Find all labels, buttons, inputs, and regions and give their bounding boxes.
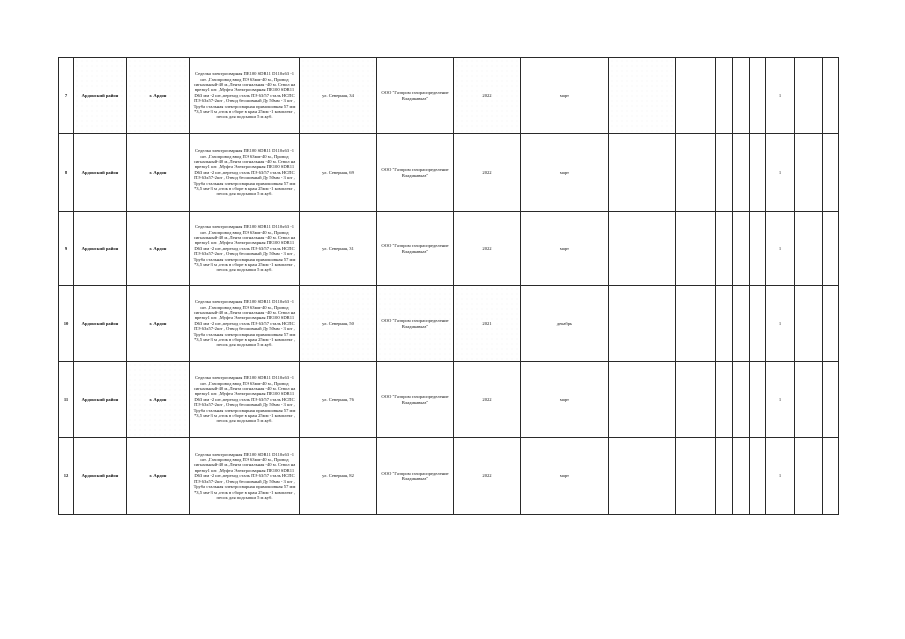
empty-cell: [823, 58, 839, 134]
empty-cell: [676, 134, 716, 212]
organization-cell: ООО "Газпром газораспределение Владикавказ": [377, 212, 454, 286]
district-cell: Ардонский район: [74, 438, 127, 515]
city-cell: г. Ардон: [127, 438, 190, 515]
organization-cell: ООО "Газпром газораспределение Владикавказ": [377, 58, 454, 134]
district-cell: Ардонский район: [74, 58, 127, 134]
address-cell: ул. Северная, 69: [300, 134, 377, 212]
city-cell: г. Ардон: [127, 58, 190, 134]
materials-description: Седелка электросварная ПЕ100 SDR11 D110x63 -1 шт. ,Газопровод ввод ПЭ 63мм-40 м., Провод сигнальный-40 м.,Лента сигнальная -40 м. Ствол на врезку1 шт. ,Муфта Электросварная ПЕ100 SDR11 D63 мм -2 шт.,переход сталь ПЭ 63/57 сталь НСПС ПЭ 63x57-2шт , Отвод бесшовный Ду 50мм - 3 шт , Труба стальная электросварная прямошовная 57 мм *3,5 мм-3 м ,оток в сборе в кран 25мм -1 комплект , песок для подсыпки 5 м.куб.: [190, 134, 300, 212]
address-cell: ул. Северная, 76: [300, 362, 377, 438]
table-row: [59, 362, 839, 438]
district-cell: Ардонский район: [74, 286, 127, 362]
row-number: 10: [59, 286, 74, 362]
empty-cell: [750, 212, 766, 286]
empty-cell: [716, 362, 733, 438]
empty-cell: [823, 134, 839, 212]
year-cell: 2022: [454, 438, 521, 515]
organization-cell: ООО "Газпром газораспределение Владикавказ": [377, 286, 454, 362]
quantity-cell: 1: [766, 134, 795, 212]
month-cell: март: [521, 212, 609, 286]
empty-cell: [750, 362, 766, 438]
data-table: [58, 57, 839, 515]
materials-description: Седелка электросварная ПЕ100 SDR11 D110x63 -1 шт. ,Газопровод ввод ПЭ 63мм-40 м., Провод сигнальный-40 м.,Лента сигнальная -40 м. Ствол на врезку1 шт. ,Муфта Электросварная ПЕ100 SDR11 D63 мм -2 шт.,переход сталь ПЭ 63/57 сталь НСПС ПЭ 63x57-2шт , Отвод бесшовный Ду 50мм - 3 шт , Труба стальная электросварная прямошовная 57 мм *3,5 мм-3 м ,оток в сборе в кран 25мм -1 комплект , песок для подсыпки 5 м.куб.: [190, 438, 300, 515]
table-row: [59, 212, 839, 286]
empty-cell: [676, 362, 716, 438]
empty-cell: [750, 438, 766, 515]
empty-cell: [733, 362, 750, 438]
city-cell: г. Ардон: [127, 212, 190, 286]
materials-description: Седелка электросварная ПЕ100 SDR11 D110x63 -1 шт. ,Газопровод ввод ПЭ 63мм-40 м., Провод сигнальный-40 м.,Лента сигнальная -40 м. Ствол на врезку1 шт. ,Муфта Электросварная ПЕ100 SDR11 D63 мм -2 шт.,переход сталь ПЭ 63/57 сталь НСПС ПЭ 63x57-2шт , Отвод бесшовный Ду 50мм - 3 шт , Труба стальная электросварная прямошовная 57 мм *3,5 мм-3 м ,оток в сборе в кран 25мм -1 комплект , песок для подсыпки 5 м.куб.: [190, 362, 300, 438]
address-cell: ул. Северная, 50: [300, 286, 377, 362]
quantity-cell: 1: [766, 362, 795, 438]
address-cell: ул. Северная, 82: [300, 438, 377, 515]
empty-cell: [733, 58, 750, 134]
materials-description: Седелка электросварная ПЕ100 SDR11 D110x63 -1 шт. ,Газопровод ввод ПЭ 63мм-40 м., Провод сигнальный-40 м.,Лента сигнальная -40 м. Ствол на врезку1 шт. ,Муфта Электросварная ПЕ100 SDR11 D63 мм -2 шт.,переход сталь ПЭ 63/57 сталь НСПС ПЭ 63x57-2шт , Отвод бесшовный Ду 50мм - 3 шт , Труба стальная электросварная прямошовная 57 мм *3,5 мм-3 м ,оток в сборе в кран 25мм -1 комплект , песок для подсыпки 5 м.куб.: [190, 212, 300, 286]
empty-cell: [795, 58, 823, 134]
address-cell: ул. Северная, 34: [300, 58, 377, 134]
empty-cell: [750, 134, 766, 212]
empty-cell: [733, 212, 750, 286]
year-cell: 2022: [454, 362, 521, 438]
row-number: 9: [59, 212, 74, 286]
empty-cell: [795, 438, 823, 515]
empty-cell: [716, 438, 733, 515]
city-cell: г. Ардон: [127, 134, 190, 212]
organization-cell: ООО "Газпром газораспределение Владикавказ": [377, 438, 454, 515]
month-cell: март: [521, 134, 609, 212]
empty-cell: [750, 286, 766, 362]
quantity-cell: 1: [766, 212, 795, 286]
empty-cell: [733, 438, 750, 515]
empty-cell: [676, 212, 716, 286]
empty-cell: [795, 212, 823, 286]
year-cell: 2022: [454, 212, 521, 286]
empty-cell: [795, 134, 823, 212]
district-cell: Ардонский район: [74, 362, 127, 438]
empty-cell: [716, 58, 733, 134]
quantity-cell: 1: [766, 58, 795, 134]
empty-cell: [676, 58, 716, 134]
row-number: 12: [59, 438, 74, 515]
empty-cell: [676, 438, 716, 515]
materials-description: Седелка электросварная ПЕ100 SDR11 D110x63 -1 шт. ,Газопровод ввод ПЭ 63мм-40 м., Провод сигнальный-40 м.,Лента сигнальная -40 м. Ствол на врезку1 шт. ,Муфта Электросварная ПЕ100 SDR11 D63 мм -2 шт.,переход сталь ПЭ 63/57 сталь НСПС ПЭ 63x57-2шт , Отвод бесшовный Ду 50мм - 3 шт , Труба стальная электросварная прямошовная 57 мм *3,5 мм-3 м ,оток в сборе в кран 25мм -1 комплект , песок для подсыпки 5 м.куб.: [190, 286, 300, 362]
empty-cell: [795, 362, 823, 438]
district-cell: Ардонский район: [74, 134, 127, 212]
empty-cell: [609, 134, 676, 212]
empty-cell: [823, 438, 839, 515]
table-row: [59, 286, 839, 362]
month-cell: декабрь: [521, 286, 609, 362]
quantity-cell: 1: [766, 286, 795, 362]
row-number: 8: [59, 134, 74, 212]
row-number: 11: [59, 362, 74, 438]
empty-cell: [609, 286, 676, 362]
quantity-cell: 1: [766, 438, 795, 515]
empty-cell: [716, 134, 733, 212]
year-cell: 2022: [454, 58, 521, 134]
empty-cell: [795, 286, 823, 362]
city-cell: г. Ардон: [127, 362, 190, 438]
empty-cell: [676, 286, 716, 362]
empty-cell: [609, 438, 676, 515]
month-cell: март: [521, 438, 609, 515]
organization-cell: ООО "Газпром газораспределение Владикавказ": [377, 134, 454, 212]
empty-cell: [823, 362, 839, 438]
year-cell: 2022: [454, 134, 521, 212]
empty-cell: [750, 58, 766, 134]
empty-cell: [823, 212, 839, 286]
row-number: 7: [59, 58, 74, 134]
year-cell: 2021: [454, 286, 521, 362]
city-cell: г. Ардон: [127, 286, 190, 362]
empty-cell: [609, 58, 676, 134]
table-row: [59, 134, 839, 212]
organization-cell: ООО "Газпром газораспределение Владикавказ": [377, 362, 454, 438]
empty-cell: [609, 362, 676, 438]
address-cell: ул. Северная, 31: [300, 212, 377, 286]
empty-cell: [716, 286, 733, 362]
empty-cell: [733, 286, 750, 362]
empty-cell: [733, 134, 750, 212]
empty-cell: [716, 212, 733, 286]
table-row: [59, 438, 839, 515]
district-cell: Ардонский район: [74, 212, 127, 286]
empty-cell: [823, 286, 839, 362]
empty-cell: [609, 212, 676, 286]
table-row: [59, 58, 839, 134]
month-cell: март: [521, 58, 609, 134]
materials-description: Седелка электросварная ПЕ100 SDR11 D110x63 -1 шт. ,Газопровод ввод ПЭ 63мм-40 м., Провод сигнальный-40 м.,Лента сигнальная -40 м. Ствол на врезку1 шт. ,Муфта Электросварная ПЕ100 SDR11 D63 мм -2 шт.,переход сталь ПЭ 63/57 сталь НСПС ПЭ 63x57-2шт , Отвод бесшовный Ду 50мм - 3 шт , Труба стальная электросварная прямошовная 57 мм *3,5 мм-3 м ,оток в сборе в кран 25мм -1 комплект , песок для подсыпки 5 м.куб.: [190, 58, 300, 134]
month-cell: март: [521, 362, 609, 438]
